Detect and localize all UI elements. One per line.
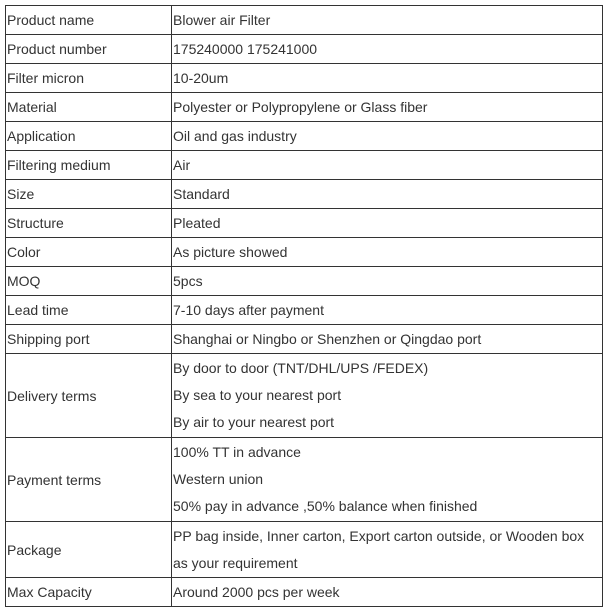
table-row-product-number: [6, 35, 603, 64]
table-row-delivery-terms: [6, 354, 603, 438]
value-line: By door to door (TNT/DHL/UPS /FEDEX): [173, 360, 429, 376]
row-value: Shanghai or Ningbo or Shenzhen or Qingdao port: [172, 325, 603, 354]
table-row-payment-terms: [6, 438, 603, 522]
row-value: [172, 354, 603, 438]
row-label: Lead time: [6, 296, 172, 325]
row-value: Around 2000 pcs per week: [172, 578, 603, 607]
row-label: Product number: [6, 35, 172, 64]
row-value: Blower air Filter: [172, 6, 603, 35]
row-label: Max Capacity: [6, 578, 172, 607]
product-spec-table: [5, 5, 603, 607]
row-value: 175240000 175241000: [172, 35, 603, 64]
table-row-filter-micron: [6, 64, 603, 93]
row-label: Delivery terms: [6, 354, 172, 438]
row-value: Oil and gas industry: [172, 122, 603, 151]
value-line: By air to your nearest port: [173, 414, 335, 430]
table-row-application: [6, 122, 603, 151]
row-label: Filtering medium: [6, 151, 172, 180]
row-label: Payment terms: [6, 438, 172, 522]
table-row-material: [6, 93, 603, 122]
row-value: Polyester or Polypropylene or Glass fiber: [172, 93, 603, 122]
table-row-size: [6, 180, 603, 209]
table-row-lead-time: [6, 296, 603, 325]
table-row-max-capacity: [6, 578, 603, 607]
row-label: Package: [6, 522, 172, 578]
value-line: PP bag inside, Inner carton, Export carton outside, or Wooden box: [173, 527, 585, 544]
row-value: 5pcs: [172, 267, 603, 296]
row-value: Standard: [172, 180, 603, 209]
table-row-package: [6, 522, 603, 578]
table-row-structure: [6, 209, 603, 238]
row-label: Color: [6, 238, 172, 267]
row-label: Application: [6, 122, 172, 151]
value-line: 100% TT in advance: [173, 444, 301, 460]
row-label: Shipping port: [6, 325, 172, 354]
table-row-product-name: [6, 6, 603, 35]
spec-table-body: [6, 6, 603, 607]
row-value: 10-20um: [172, 64, 603, 93]
row-label: Filter micron: [6, 64, 172, 93]
row-value: [172, 438, 603, 522]
value-line: 50% pay in advance ,50% balance when finished: [173, 498, 478, 514]
row-label: Material: [6, 93, 172, 122]
row-label: Structure: [6, 209, 172, 238]
row-label: Product name: [6, 6, 172, 35]
row-label: MOQ: [6, 267, 172, 296]
value-line: as your requirement: [173, 554, 298, 571]
row-label: Size: [6, 180, 172, 209]
table-row-shipping-port: [6, 325, 603, 354]
row-value: As picture showed: [172, 238, 603, 267]
table-row-color: [6, 238, 603, 267]
value-line: Western union: [173, 471, 264, 487]
row-value: [172, 522, 603, 578]
row-value: 7-10 days after payment: [172, 296, 603, 325]
value-line: By sea to your nearest port: [173, 387, 342, 403]
row-value: Air: [172, 151, 603, 180]
table-row-moq: [6, 267, 603, 296]
row-value: Pleated: [172, 209, 603, 238]
table-row-filtering-medium: [6, 151, 603, 180]
